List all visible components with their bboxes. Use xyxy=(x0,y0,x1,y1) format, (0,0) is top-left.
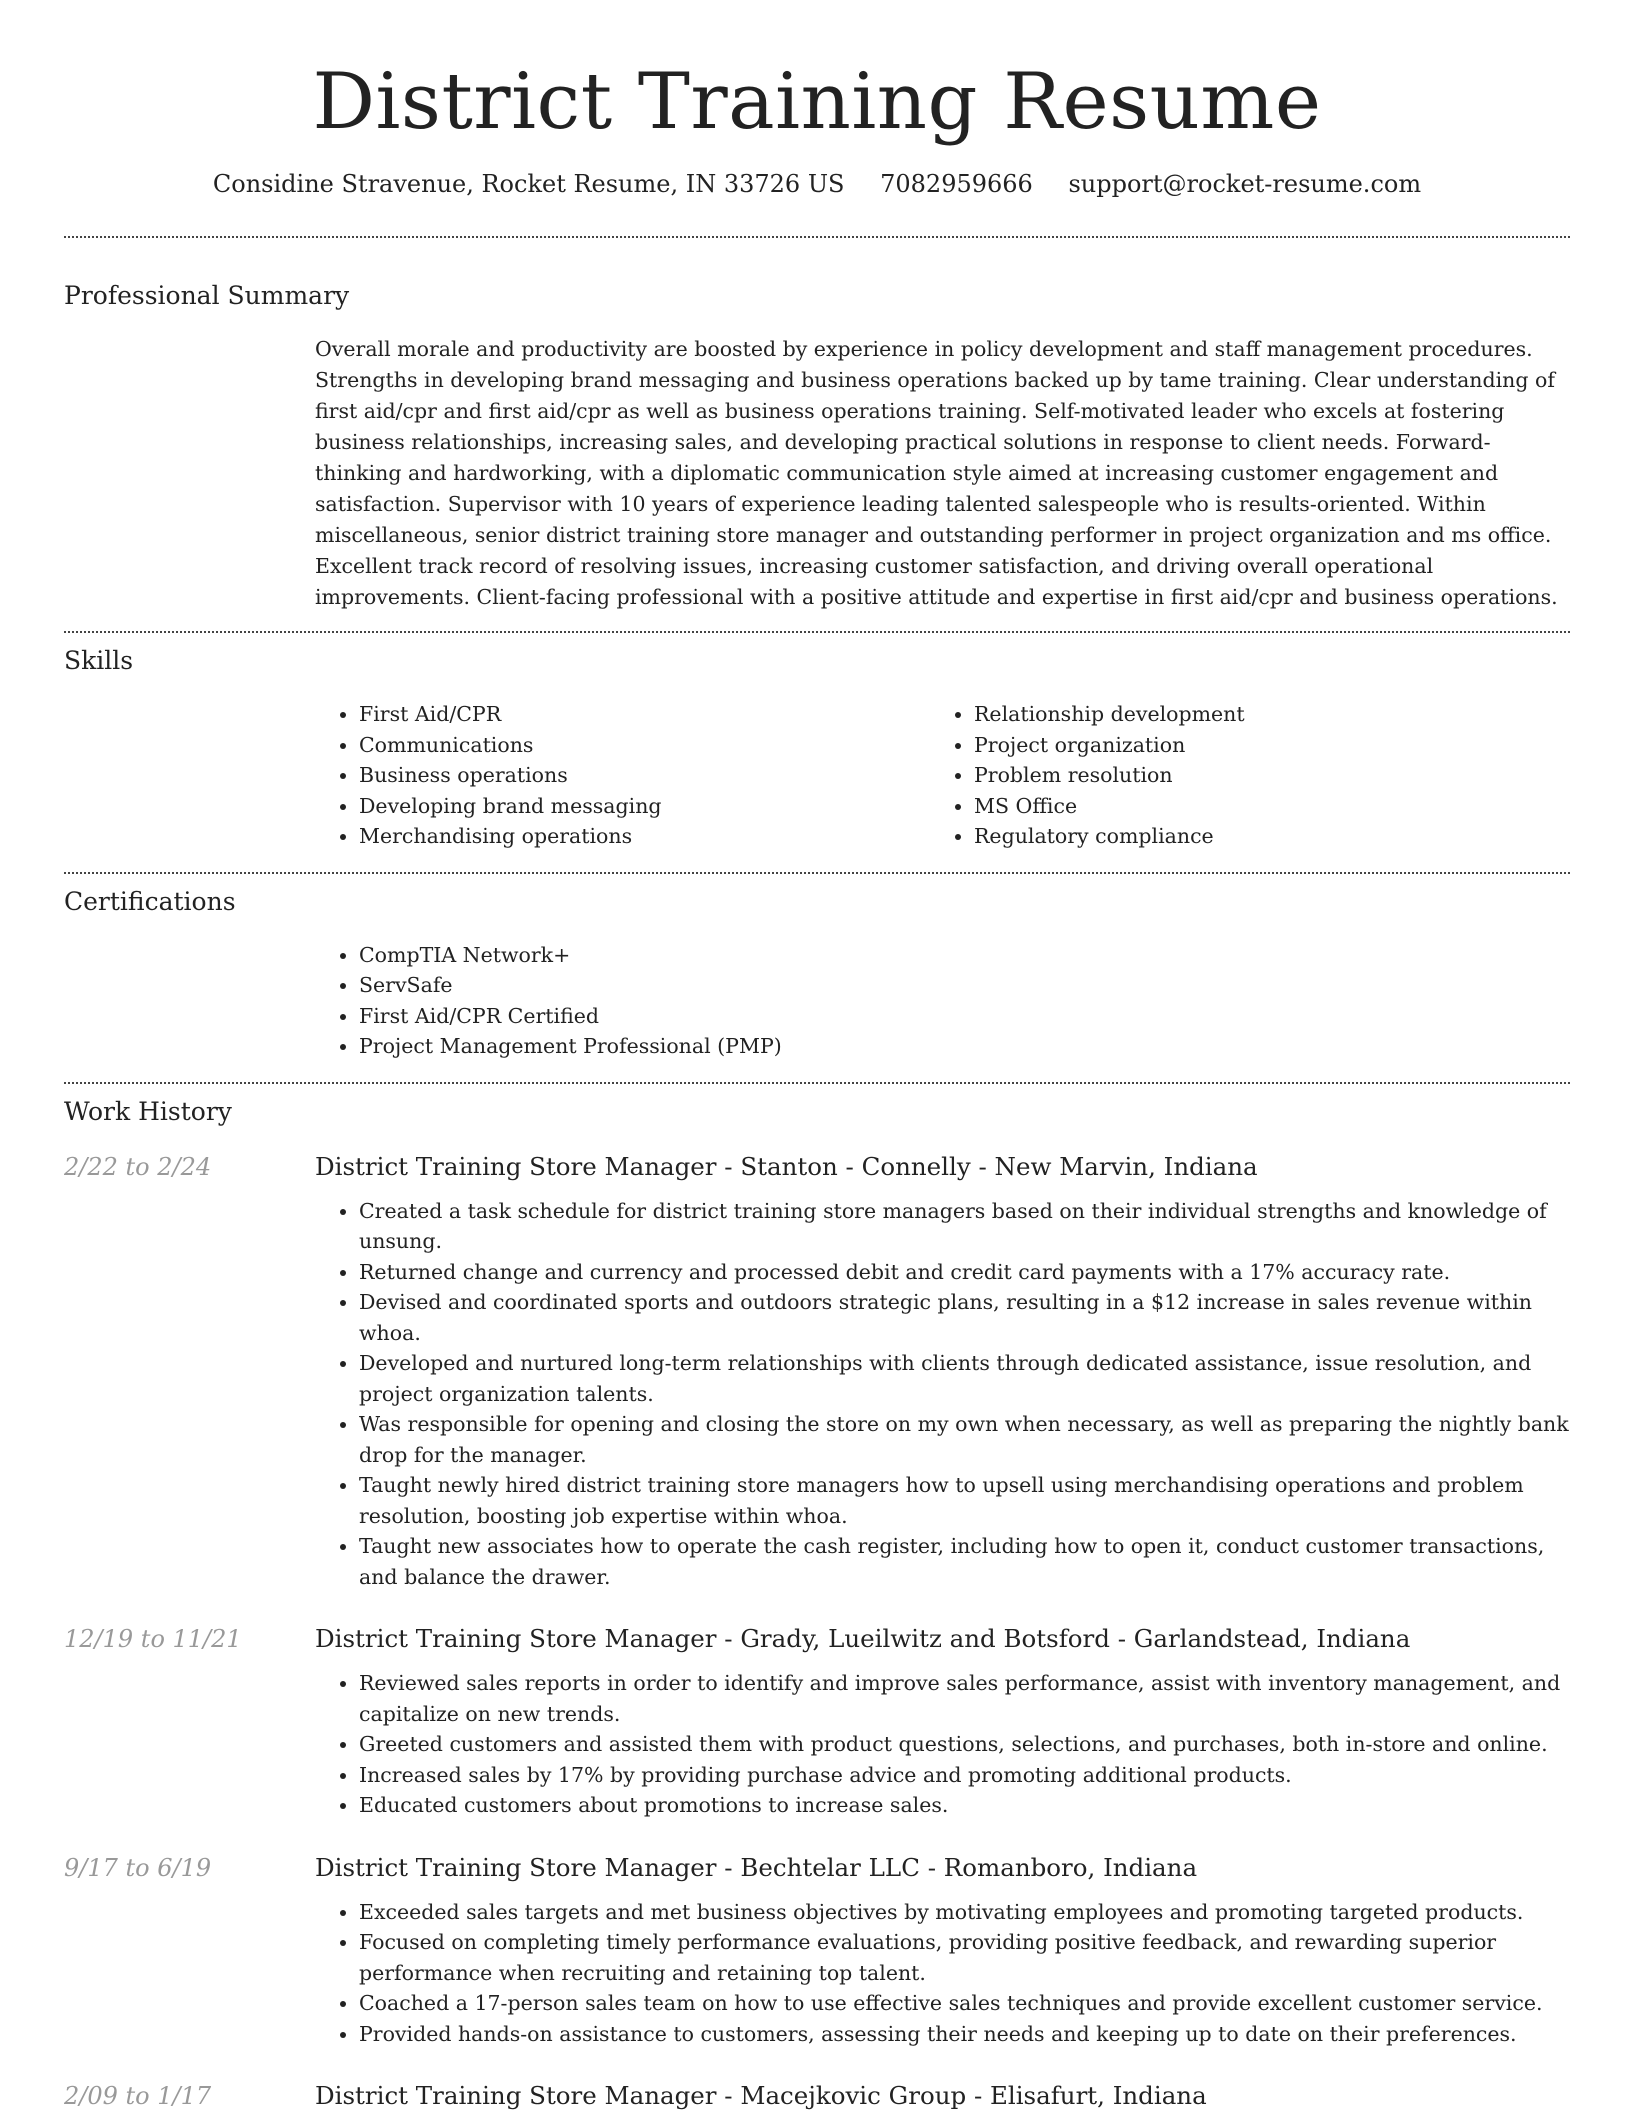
job-entry xyxy=(64,1851,1570,2080)
skill-item: • Developing brand messaging xyxy=(359,791,930,822)
skill-item: • Regulatory compliance xyxy=(974,821,1545,852)
job-bullet: • Created a task schedule for district training store managers based on their individual strengths and knowledge of unsung. xyxy=(359,1196,1570,1257)
certification-item: • CompTIA Network+ xyxy=(359,940,1570,971)
job-bullet: • Taught newly hired district training store managers how to upsell using merchandising operations and problem resolution, boosting job expertise within whoa. xyxy=(359,1470,1570,1531)
skill-item: • Merchandising operations xyxy=(359,821,930,852)
job-bullet: • Educated customers about promotions to increase sales. xyxy=(359,1790,1570,1821)
job-dates: 2/22 to 2/24 xyxy=(64,1152,212,1181)
skill-item: • Business operations xyxy=(359,760,930,791)
job-title: District Training Store Manager - Macejkovic Group - Elisafurt, Indiana xyxy=(315,2081,1207,2110)
skill-item: • Communications xyxy=(359,730,930,761)
job-bullet: • Focused on completing timely performance evaluations, providing positive feedback, and rewarding superior performance when recruiting and retaining top talent. xyxy=(359,1927,1570,1988)
certification-item: • First Aid/CPR Certified xyxy=(359,1001,1570,1032)
skills-section xyxy=(64,633,1570,872)
certifications-section xyxy=(64,874,1570,1082)
job-bullet: • Exceeded sales targets and met business objectives by motivating employees and promoting targeted products. xyxy=(359,1897,1570,1928)
work-history-section xyxy=(64,1084,1570,2112)
skill-item: • First Aid/CPR xyxy=(359,699,930,730)
job-bullet: • Reviewed sales reports in order to identify and improve sales performance, assist with inventory management, and capitalize on new trends. xyxy=(359,1668,1570,1729)
contact-line xyxy=(64,168,1570,200)
job-title: District Training Store Manager - Bechtelar LLC - Romanboro, Indiana xyxy=(315,1852,1198,1882)
skill-item: • MS Office xyxy=(974,791,1545,822)
section-heading: Professional Summary xyxy=(64,281,350,310)
job-bullet: • Increased sales by 17% by providing purchase advice and promoting additional products. xyxy=(359,1760,1570,1791)
email: support@rocket-resume.com xyxy=(1068,170,1422,198)
skill-item: • Relationship development xyxy=(974,699,1545,730)
resume-page xyxy=(64,0,1570,2112)
job-entry xyxy=(64,1622,1570,1851)
certification-item: • ServSafe xyxy=(359,970,1570,1001)
address: Considine Stravenue, Rocket Resume, IN 33726 US xyxy=(212,170,845,198)
skills-columns xyxy=(315,699,1570,852)
skill-item: • Problem resolution xyxy=(974,760,1545,791)
skills-column-right xyxy=(930,699,1545,852)
job-bullet: • Provided hands-on assistance to customers, assessing their needs and keeping up to date on their preferences. xyxy=(359,2019,1570,2050)
job-title: District Training Store Manager - Grady, Lueilwitz and Botsford - Garlandstead, Indiana xyxy=(315,1624,1411,1653)
job-title: District Training Store Manager - Stanton - Connelly - New Marvin, Indiana xyxy=(315,1151,1258,1181)
job-entry xyxy=(64,1150,1570,1623)
skills-column-left xyxy=(315,699,930,852)
skill-item: • Project organization xyxy=(974,730,1545,761)
job-dates: 12/19 to 11/21 xyxy=(64,1625,242,1653)
job-bullet: • Was responsible for opening and closing the store on my own when necessary, as well as preparing the nightly bank drop for the manager. xyxy=(359,1409,1570,1470)
section-heading: Work History xyxy=(64,1096,232,1126)
certification-item: • Project Management Professional (PMP) xyxy=(359,1031,1570,1062)
job-bullet: • Greeted customers and assisted them with product questions, selections, and purchases, both in-store and online. xyxy=(359,1729,1570,1760)
section-heading: Certifications xyxy=(64,886,236,916)
divider xyxy=(64,236,1570,238)
job-bullet: • Coached a 17-person sales team on how to use effective sales techniques and provide excellent customer service. xyxy=(359,1988,1570,2019)
job-dates: 2/09 to 1/17 xyxy=(64,2082,212,2110)
professional-summary-section xyxy=(64,280,1570,613)
job-dates: 9/17 to 6/19 xyxy=(64,1853,212,1882)
job-bullet: • Taught new associates how to operate the cash register, including how to open it, conduct customer transactions, and balance the drawer. xyxy=(359,1531,1570,1592)
job-bullet: • Devised and coordinated sports and outdoors strategic plans, resulting in a $12 increase in sales revenue within whoa. xyxy=(359,1287,1570,1348)
job-entry xyxy=(64,2079,1570,2112)
section-heading: Skills xyxy=(64,646,134,675)
resume-title: District Training Resume xyxy=(312,57,1322,147)
job-bullet: • Returned change and currency and processed debit and credit card payments with a 17% accuracy rate. xyxy=(359,1257,1570,1288)
summary-text: Overall morale and productivity are boosted by experience in policy development and staff management procedures. Strengths in developing brand messaging and business operations backed up by tame training. Clear understanding of first aid/cpr and first aid/cpr as well as business operations training. Self-motivated leader who excels at fostering business relationships, increasing sales, and developing practical solutions in response to client needs. Forward-thinking and hardworking, with a diplomatic communication style aimed at increasing customer engagement and satisfaction. Supervisor with 10 years of experience leading talented salespeople who is results-oriented. Within miscellaneous, senior district training store manager and outstanding performer in project organization and ms office. Excellent track record of resolving issues, increasing customer satisfaction, and driving overall operational improvements. Client-facing professional with a positive attitude and expertise in first aid/cpr and business operations. xyxy=(315,337,1558,609)
job-bullet: • Developed and nurtured long-term relationships with clients through dedicated assistance, issue resolution, and project organization talents. xyxy=(359,1348,1570,1409)
phone: 7082959666 xyxy=(880,170,1033,198)
